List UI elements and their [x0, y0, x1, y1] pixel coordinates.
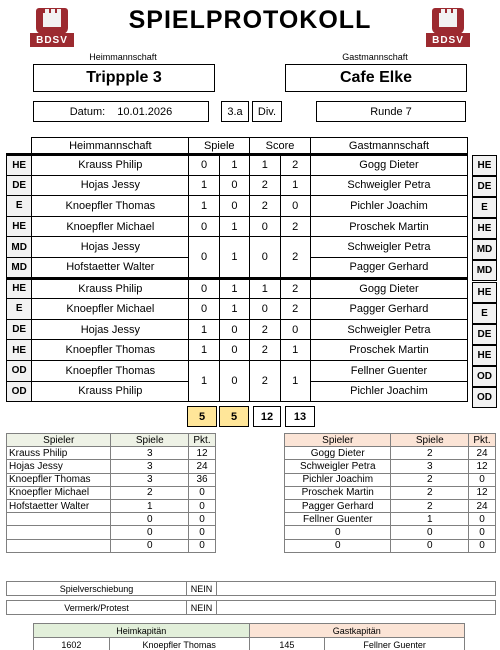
player-points: 0 [189, 499, 216, 512]
stats-header-player: Spieler [285, 434, 391, 447]
castle-icon [43, 13, 61, 27]
postponement-note [217, 582, 496, 596]
guest-team-name: Cafe Elke [285, 64, 467, 92]
guest-player: Gogg Dieter [310, 278, 467, 299]
guest-legs: 0 [219, 196, 249, 217]
guest-score: 0 [280, 319, 310, 340]
protest-row [6, 600, 496, 615]
guest-score: 1 [280, 340, 310, 361]
home-score: 2 [250, 175, 280, 196]
player-games: 3 [111, 447, 189, 460]
game-type: HE [7, 155, 32, 176]
date-label: Datum: [69, 105, 106, 118]
home-score: 0 [250, 237, 280, 278]
home-player: Hojas Jessy [32, 237, 189, 258]
home-score: 2 [250, 196, 280, 217]
guest-game-type: MD [472, 239, 497, 260]
stats-header-points: Pkt. [469, 434, 496, 447]
home-player: Knoepfler Thomas [32, 196, 189, 217]
guest-game-type: E [472, 197, 497, 218]
player-name: Proschek Martin [285, 486, 391, 499]
game-row [7, 340, 468, 361]
player-points: 12 [189, 447, 216, 460]
round-value: Runde 7 [316, 101, 466, 122]
stats-header-player: Spieler [7, 434, 111, 447]
stats-row [7, 513, 216, 526]
home-player-stats [6, 433, 216, 553]
home-score: 2 [250, 340, 280, 361]
player-name: Knoepfler Thomas [7, 473, 111, 486]
guest-player: Proschek Martin [310, 340, 467, 361]
game-type: DE [7, 175, 32, 196]
stats-header-games: Spiele [111, 434, 189, 447]
home-player: Knoepfler Thomas [32, 340, 189, 361]
player-points: 0 [469, 473, 496, 486]
player-name: Fellner Guenter [285, 513, 391, 526]
home-player: Hofstaetter Walter [32, 257, 189, 278]
player-points: 24 [469, 499, 496, 512]
player-games: 1 [391, 513, 469, 526]
player-name [7, 513, 111, 526]
bdsv-logo-right [426, 8, 470, 48]
guest-player: Pichler Joachim [310, 381, 467, 402]
home-legs: 1 [189, 319, 219, 340]
captains-table [33, 623, 465, 650]
home-score: 0 [250, 299, 280, 320]
guest-score: 1 [280, 360, 310, 401]
player-games: 0 [111, 539, 189, 552]
player-games: 2 [391, 486, 469, 499]
guest-player: Schweigler Petra [310, 237, 467, 258]
game-row [7, 278, 468, 299]
home-legs: 1 [189, 340, 219, 361]
player-points: 0 [469, 526, 496, 539]
home-player: Hojas Jessy [32, 175, 189, 196]
player-points: 24 [189, 460, 216, 473]
player-games: 0 [391, 526, 469, 539]
protest-label: Vermerk/Protest [7, 601, 187, 615]
player-name: Pagger Gerhard [285, 499, 391, 512]
guest-player: Pagger Gerhard [310, 299, 467, 320]
guest-legs: 1 [219, 278, 249, 299]
stats-row [7, 539, 216, 552]
player-games: 2 [111, 486, 189, 499]
home-player: Knoepfler Thomas [32, 360, 189, 381]
total-home-score: 12 [253, 406, 281, 427]
stats-row [7, 460, 216, 473]
total-guest-legs: 5 [219, 406, 249, 427]
league-value: 3.a [221, 101, 249, 122]
guest-player: Schweigler Petra [310, 319, 467, 340]
player-points: 0 [189, 513, 216, 526]
player-points: 0 [189, 486, 216, 499]
guest-score: 2 [280, 278, 310, 299]
home-score: 2 [250, 360, 280, 401]
logo-text: BDSV [30, 33, 74, 47]
guest-player: Gogg Dieter [310, 155, 467, 176]
home-legs: 0 [189, 278, 219, 299]
stats-row [285, 539, 496, 552]
stats-row [285, 499, 496, 512]
player-games: 3 [111, 460, 189, 473]
guest-legs: 0 [219, 175, 249, 196]
guest-game-type: HE [472, 155, 497, 176]
guest-game-type: E [472, 303, 497, 324]
total-guest-score: 13 [285, 406, 315, 427]
protest-value: NEIN [187, 601, 217, 615]
home-captain-label: Heimkapitän [34, 624, 250, 638]
game-type: MD [7, 237, 32, 258]
player-name: Pichler Joachim [285, 473, 391, 486]
player-games: 3 [391, 460, 469, 473]
home-team-label: Heimmannschaft [89, 52, 157, 62]
game-type: E [7, 196, 32, 217]
stats-row [285, 526, 496, 539]
total-home-legs: 5 [187, 406, 217, 427]
home-legs: 0 [189, 216, 219, 237]
guest-legs: 0 [219, 340, 249, 361]
home-legs: 0 [189, 299, 219, 320]
game-type: OD [7, 381, 32, 402]
home-score: 1 [250, 278, 280, 299]
game-row [7, 319, 468, 340]
home-player: Knoepfler Michael [32, 299, 189, 320]
player-points: 0 [189, 526, 216, 539]
guest-legs: 1 [219, 237, 249, 278]
player-name: Hofstaetter Walter [7, 499, 111, 512]
game-type: HE [7, 278, 32, 299]
header-guest: Gastmannschaft [310, 138, 467, 155]
player-games: 2 [391, 447, 469, 460]
player-name: Schweigler Petra [285, 460, 391, 473]
home-team-name: Trippple 3 [33, 64, 215, 92]
home-legs: 0 [189, 237, 219, 278]
guest-score: 2 [280, 155, 310, 176]
home-captain-name: Knoepfler Thomas [109, 638, 249, 650]
game-type: MD [7, 257, 32, 278]
guest-legs: 0 [219, 319, 249, 340]
home-captain-number: 1602 [34, 638, 110, 650]
postponement-label: Spielverschiebung [7, 582, 187, 596]
guest-captain-name: Fellner Guenter [325, 638, 465, 650]
stats-row [285, 473, 496, 486]
home-score: 2 [250, 319, 280, 340]
player-name: Knoepfler Michael [7, 486, 111, 499]
guest-player: Proschek Martin [310, 216, 467, 237]
stats-row [7, 473, 216, 486]
player-points: 0 [469, 539, 496, 552]
game-row [7, 360, 468, 381]
header-spiele: Spiele [189, 138, 250, 155]
home-legs: 1 [189, 175, 219, 196]
player-name [7, 539, 111, 552]
stats-row [285, 460, 496, 473]
player-name: Gogg Dieter [285, 447, 391, 460]
player-name: 0 [285, 539, 391, 552]
postponement-value: NEIN [187, 582, 217, 596]
home-legs: 1 [189, 360, 219, 401]
player-points: 36 [189, 473, 216, 486]
player-name: Hojas Jessy [7, 460, 111, 473]
stats-row [7, 499, 216, 512]
games-table [6, 137, 468, 402]
game-type: HE [7, 340, 32, 361]
home-player: Knoepfler Michael [32, 216, 189, 237]
guest-captain-label: Gastkapitän [249, 624, 464, 638]
guest-game-type: HE [472, 218, 497, 239]
stats-row [285, 486, 496, 499]
guest-player: Schweigler Petra [310, 175, 467, 196]
player-name: Krauss Philip [7, 447, 111, 460]
guest-game-type: MD [472, 260, 497, 281]
guest-score: 0 [280, 196, 310, 217]
player-points: 12 [469, 486, 496, 499]
player-points: 0 [189, 539, 216, 552]
home-score: 1 [250, 155, 280, 176]
game-row [7, 175, 468, 196]
guest-player: Fellner Guenter [310, 360, 467, 381]
player-games: 1 [111, 499, 189, 512]
game-type: E [7, 299, 32, 320]
game-row [7, 155, 468, 176]
guest-score: 2 [280, 299, 310, 320]
division-label: Div. [252, 101, 282, 122]
home-player: Krauss Philip [32, 381, 189, 402]
home-score: 0 [250, 216, 280, 237]
game-row [7, 196, 468, 217]
guest-score: 1 [280, 175, 310, 196]
corner-cell [7, 138, 32, 155]
guest-game-type: DE [472, 176, 497, 197]
home-legs: 0 [189, 155, 219, 176]
player-points: 24 [469, 447, 496, 460]
stats-header-games: Spiele [391, 434, 469, 447]
castle-icon [439, 13, 457, 27]
guest-legs: 1 [219, 216, 249, 237]
player-games: 2 [391, 499, 469, 512]
date-box [33, 101, 209, 122]
stats-row [7, 447, 216, 460]
player-games: 3 [111, 473, 189, 486]
guest-player-stats [284, 433, 496, 553]
guest-team-label: Gastmannschaft [342, 52, 408, 62]
game-row [7, 237, 468, 258]
guest-legs: 1 [219, 299, 249, 320]
player-games: 0 [111, 513, 189, 526]
header-home: Heimmannschaft [32, 138, 189, 155]
game-type: DE [7, 319, 32, 340]
protest-note [217, 601, 496, 615]
postponement-row [6, 581, 496, 596]
stats-header-points: Pkt. [189, 434, 216, 447]
guest-legs: 1 [219, 155, 249, 176]
player-name [7, 526, 111, 539]
page-title: SPIELPROTOKOLL [128, 6, 372, 34]
home-player: Krauss Philip [32, 155, 189, 176]
guest-player: Pagger Gerhard [310, 257, 467, 278]
home-player: Hojas Jessy [32, 319, 189, 340]
game-row [7, 299, 468, 320]
player-games: 0 [111, 526, 189, 539]
home-player: Krauss Philip [32, 278, 189, 299]
stats-row [7, 486, 216, 499]
player-games: 0 [391, 539, 469, 552]
stats-row [285, 447, 496, 460]
bdsv-logo-left [30, 8, 74, 48]
player-name: 0 [285, 526, 391, 539]
game-row [7, 216, 468, 237]
guest-game-type: OD [472, 387, 497, 408]
player-points: 0 [469, 513, 496, 526]
game-type: HE [7, 216, 32, 237]
guest-captain-number: 145 [249, 638, 325, 650]
logo-text: BDSV [426, 33, 470, 47]
guest-player: Pichler Joachim [310, 196, 467, 217]
guest-game-type: OD [472, 366, 497, 387]
player-games: 2 [391, 473, 469, 486]
game-type: OD [7, 360, 32, 381]
header-score: Score [250, 138, 311, 155]
player-points: 12 [469, 460, 496, 473]
stats-row [285, 513, 496, 526]
date-value: 10.01.2026 [117, 105, 173, 118]
guest-legs: 0 [219, 360, 249, 401]
guest-score: 2 [280, 237, 310, 278]
guest-score: 2 [280, 216, 310, 237]
home-legs: 1 [189, 196, 219, 217]
guest-game-type: HE [472, 345, 497, 366]
stats-row [7, 526, 216, 539]
guest-game-type: DE [472, 324, 497, 345]
guest-game-type: HE [472, 282, 497, 303]
